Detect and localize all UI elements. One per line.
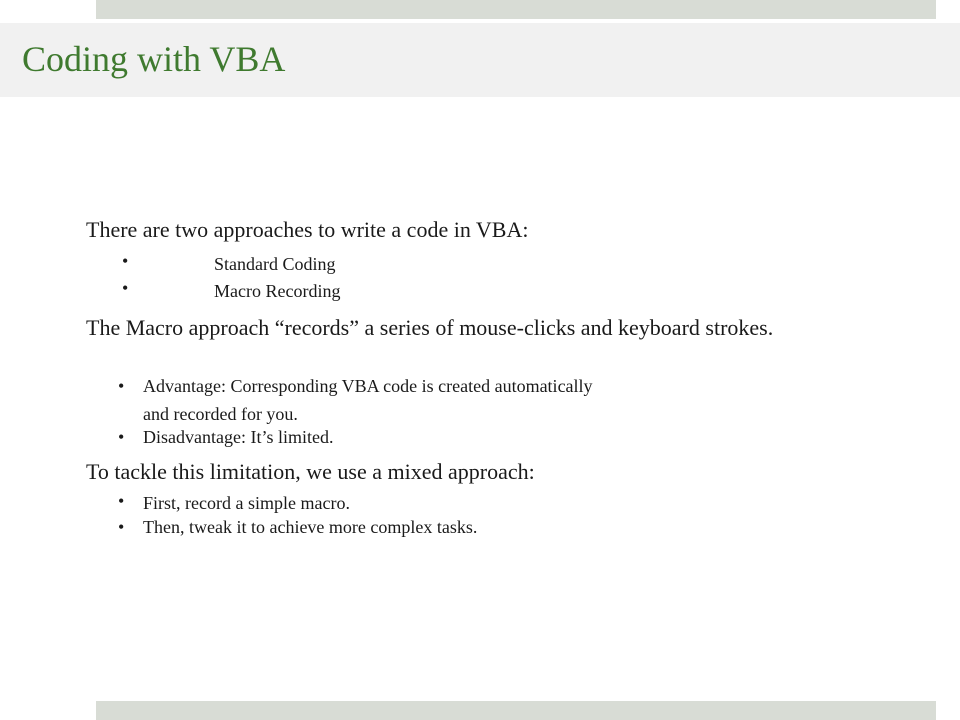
mixed-step-2: Then, tweak it to achieve more complex tasks.	[143, 517, 478, 537]
advantage-line-1: Advantage: Corresponding VBA code is created automatically	[143, 376, 593, 396]
bullet-icon: •	[122, 278, 129, 298]
bottom-accent-strip	[96, 701, 936, 720]
advantage-line-2: and recorded for you.	[143, 404, 298, 424]
disadvantage-text: Disadvantage: It’s limited.	[143, 427, 334, 447]
bullet-icon: •	[122, 251, 129, 271]
bullet-icon: •	[118, 376, 125, 396]
macro-approach-text: The Macro approach “records” a series of mouse-clicks and keyboard strokes.	[86, 315, 774, 340]
intro-text: There are two approaches to write a code in VBA:	[86, 217, 529, 242]
approach-standard: Standard Coding	[214, 254, 336, 274]
approach-macro: Macro Recording	[214, 281, 341, 301]
mixed-approach-text: To tackle this limitation, we use a mixed approach:	[86, 459, 535, 484]
slide-title: Coding with VBA	[22, 39, 286, 79]
bullet-icon: •	[118, 491, 125, 511]
bullet-icon: •	[118, 427, 125, 447]
bullet-icon: •	[118, 517, 125, 537]
mixed-step-1: First, record a simple macro.	[143, 493, 350, 513]
